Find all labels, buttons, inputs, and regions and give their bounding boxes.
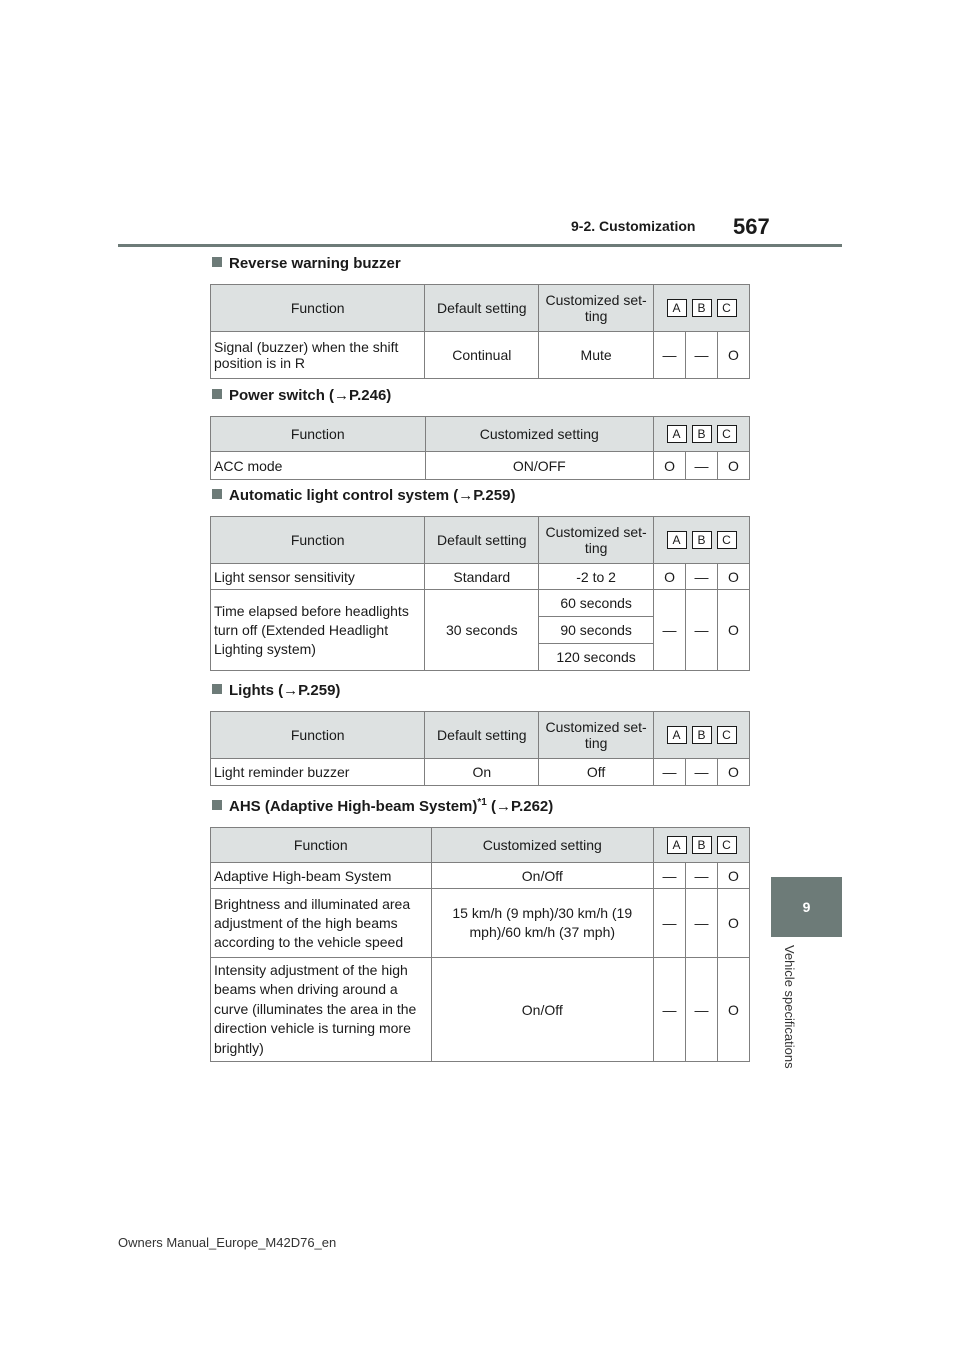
cell-function: ACC mode [211,452,426,480]
col-header-abc [654,417,750,452]
col-a-label: A [667,836,687,854]
col-header-customized: Customized setting [431,828,654,863]
chapter-side-label [782,945,815,1095]
page-number: 567 [733,214,770,239]
cell-default: On [425,759,539,786]
cell-default: 30 seconds [425,590,539,671]
cell-function: Intensity adjustment of the high beams when driving around a curve (illuminates the area in the direction vehicle is turning more brightly) [211,958,432,1062]
cell-b: — [686,958,718,1062]
cell-b: — [686,452,718,480]
footer-text: Owners Manual_Europe_M42D76_en [118,1235,337,1250]
cell-c: O [717,590,749,671]
cell-customized-option: 90 seconds [539,617,654,644]
table-row [211,564,750,590]
cell-a: — [654,958,686,1062]
cell-customized-option: 120 seconds [539,644,654,671]
col-b-label: B [692,836,712,854]
cell-function: Light reminder buzzer [211,759,425,786]
cell-function: Time elapsed before headlights turn off (Extended Headlight Lighting system) [211,590,425,671]
section-title-reverse-warning: Reverse warning buzzer [212,255,401,272]
cell-c: O [717,958,749,1062]
cell-customized: Off [539,759,654,786]
cell-customized: 15 km/h (9 mph)/30 km/h (19 mph)/60 km/h (37 mph) [431,889,654,958]
col-header-abc [654,517,750,564]
table-row [211,590,750,617]
cell-customized: ON/OFF [425,452,654,480]
col-a-label: A [667,299,687,317]
cell-a: O [654,564,686,590]
cell-c: O [717,863,749,889]
col-header-customized: Customized set-ting [539,285,654,332]
table-power-switch [210,416,750,480]
chapter-side-label-text: Vehicle specifications [782,945,797,1069]
table-row [211,889,750,958]
cell-b: — [686,863,718,889]
col-a-label: A [667,425,687,443]
header-divider [118,244,842,247]
col-header-customized: Customized set-ting [539,517,654,564]
col-b-label: B [692,531,712,549]
col-header-customized: Customized set-ting [539,712,654,759]
cell-b: — [686,759,718,786]
col-header-function: Function [211,417,426,452]
cell-function: Brightness and illuminated area adjustment of the high beams according to the vehicle speed [211,889,432,958]
chapter-tab[interactable] [771,877,842,937]
cell-function: Light sensor sensitivity [211,564,425,590]
cell-c: O [717,759,749,786]
col-c-label: C [717,425,737,443]
table-row [211,332,750,379]
cell-customized: Mute [539,332,654,379]
cell-default: Standard [425,564,539,590]
cell-b: — [686,332,718,379]
cell-a: — [654,863,686,889]
col-b-label: B [692,425,712,443]
section-title-auto-light: Automatic light control system (→P.259) [212,487,515,504]
col-header-abc [654,285,750,332]
footnote-marker: *1 [477,797,487,808]
table-ahs [210,827,750,1062]
cell-a: — [654,590,686,671]
table-lights [210,711,750,786]
section-title-lights: Lights (→P.259) [212,682,340,699]
cell-a: — [654,889,686,958]
col-header-abc [654,828,750,863]
chapter-tab-number: 9 [802,899,811,915]
bullet-square-icon [212,489,222,499]
col-header-default: Default setting [425,712,539,759]
table-row [211,759,750,786]
col-header-customized: Customized setting [425,417,654,452]
col-header-function: Function [211,828,432,863]
cell-c: O [717,564,749,590]
table-row [211,958,750,1062]
cell-c: O [717,332,749,379]
bullet-square-icon [212,257,222,267]
section-title-ahs: AHS (Adaptive High-beam System)$^{*1}$ (→P.262) [212,797,553,815]
cell-function: Adaptive High-beam System [211,863,432,889]
section-title-power-switch: Power switch (→P.246) [212,387,391,404]
bullet-square-icon [212,684,222,694]
cell-customized-option: 60 seconds [539,590,654,617]
cell-b: — [686,590,718,671]
col-c-label: C [717,726,737,744]
cell-a: — [654,759,686,786]
table-reverse-warning [210,284,750,379]
col-c-label: C [717,531,737,549]
cell-b: — [686,564,718,590]
cell-customized: On/Off [431,958,654,1062]
col-header-function: Function [211,285,425,332]
table-auto-light [210,516,750,671]
col-header-function: Function [211,517,425,564]
col-b-label: B [692,726,712,744]
col-a-label: A [667,726,687,744]
bullet-square-icon [212,800,222,810]
col-c-label: C [717,836,737,854]
cell-b: — [686,889,718,958]
cell-function: Signal (buzzer) when the shift position is in R [211,332,425,379]
col-a-label: A [667,531,687,549]
col-header-abc [654,712,750,759]
cell-c: O [718,452,750,480]
bullet-square-icon [212,389,222,399]
cell-a: — [654,332,686,379]
cell-default: Continual [425,332,539,379]
table-row [211,863,750,889]
col-header-default: Default setting [425,285,539,332]
section-header-title: 9-2. Customization [571,218,696,234]
col-c-label: C [717,299,737,317]
cell-c: O [717,889,749,958]
col-header-default: Default setting [425,517,539,564]
table-row [211,452,750,480]
cell-a: O [654,452,686,480]
cell-customized: -2 to 2 [539,564,654,590]
col-header-function: Function [211,712,425,759]
col-b-label: B [692,299,712,317]
cell-customized: On/Off [431,863,654,889]
